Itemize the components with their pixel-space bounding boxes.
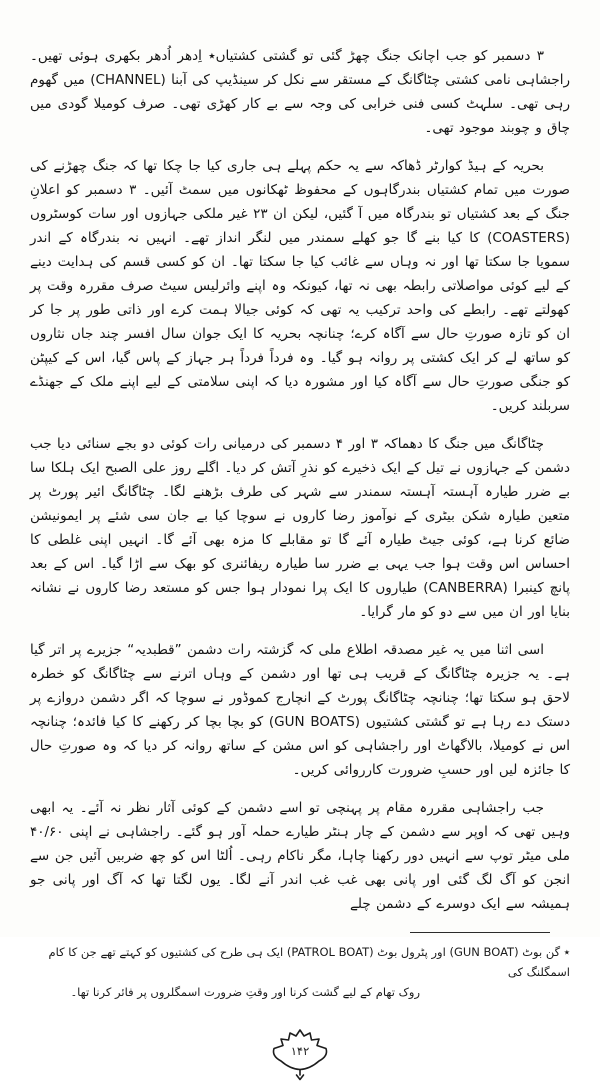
body-text [30, 44, 570, 916]
paragraph-4: اسی اثنا میں یہ غیر مصدقہ اطلاع ملی کہ گزشتہ رات دشمن ”قطبدیہ“ جزیرے پر اتر گیا ہے۔ یہ جزیرہ چٹاگانگ کے قریب ہی تھا اور دشمن کے وہاں اترنے سے چٹاگانگ کو خطرہ لاحق ہو سکتا تھا؛ چنانچہ چٹاگانگ پورٹ کے انچارج کموڈور نے سوچا کہ اگر دشمن دروازے پر دستک دے رہا ہے تو گشتی کشتیوں (GUN BOATS) کو بچا بچا کر رکھنے کا کیا فائدہ؛ چنانچہ اس نے کومیلا، بالاگھاٹ اور راجشاہی کو اس مشن کے ساتھ روانہ کر دیا کہ وہ صورتِ حال کا جائزہ لیں اور حسبِ ضرورت کارروائی کریں۔ [30, 642, 570, 778]
footnote-line-1: ٭ گن بوٹ (GUN BOAT) اور پٹرول بوٹ (PATROL BOAT) ایک ہی طرح کی کشتیوں کو کہتے تھے جن کا کام اسمگلنگ کی [48, 945, 570, 979]
paragraph-5: جب راجشاہی مقررہ مقام پر پہنچی تو اسے دشمن کے کوئی آثار نظر نہ آئے۔ یہ ابھی وہیں تھی کہ اوپر سے دشمن کے چار ہنٹر طیارے حملہ آور ہو گئے۔ راجشاہی نے اپنی ۴۰/۶۰ ملی میٹر توپ سے انہیں دور رکھنا چاہا، مگر ناکام رہی۔ اُلٹا اس کو چھ ضربیں آئیں جن سے انجن کو آگ لگ گئی اور پانی بھی غب غب اندر آنے لگا۔ یوں لگتا تھا کہ آگ اور پانی جو ہمیشہ سے ایک دوسرے کے دشمن چلے [30, 800, 570, 912]
paragraph-3: چٹاگانگ میں جنگ کا دھماکہ ۳ اور ۴ دسمبر کی درمیانی رات کوئی دو بجے سنائی دیا جب دشمن کے جہازوں نے تیل کے ایک ذخیرے کو نذرِ آتش کر دیا۔ اگلے روز علی الصبح ایک ہلکا سا بے ضرر طیارہ آہستہ آہستہ سمندر سے شہر کی طرف بڑھنے لگا۔ چٹاگانگ ائیر پورٹ پر متعین طیارہ شکن بیٹری کے نوآموز رضا کاروں نے سوچا کیا بے جان سی شئے پر ایمونیشن ضائع کرنا ہے، کوئی جیٹ طیارہ آئے گا تو مقابلے کا مزہ بھی آئے گا۔ انہیں اپنی غلطی کا احساس اس وقت ہوا جب یہی بے ضرر سا طیارہ ریفائنری کو بھک سے اڑا گیا۔ اس کے بعد پانچ کینبرا (CANBERRA) طیاروں کا ایک پرا نمودار ہوا جس کو مستعد رضا کاروں نے نشانہ بنایا اور ان میں سے دو کو مار گرایا۔ [30, 436, 570, 620]
paragraph-2: بحریہ کے ہیڈ کوارٹر ڈھاکہ سے یہ حکم پہلے ہی جاری کیا جا چکا تھا کہ جنگ چھڑنے کی صورت میں تمام کشتیاں بندرگاہوں کے محفوظ ٹھکانوں میں سمٹ آئیں۔ ۳ دسمبر کو اعلانِ جنگ کے بعد کشتیاں تو بندرگاہ میں آ گئیں، لیکن ان ۲۳ غیر ملکی جہازوں اور سات کوسٹروں (COASTERS) کا کیا بنے گا جو کھلے سمندر میں لنگر انداز تھے۔ انہیں نہ بندرگاہ کے اندر سمویا جا سکتا تھا اور نہ وہاں سے غائب کیا جا سکتا تھا۔ ان کو کسی قسم کی ہدایت دینے کے لیے کوئی مواصلاتی رابطہ بھی نہ تھا، کیونکہ وہ اپنے وائرلیس سیٹ صرف مقررہ وقت پر کھولتے تھے۔ رابطے کی واحد ترکیب یہ تھی کہ کوئی جیالا ہمت کرے اور ذاتی طور پر جا کر ان کو تازہ صورتِ حال سے آگاہ کرے؛ چنانچہ بحریہ کا ایک جوان سال افسر چند جاں نثاروں کو ساتھ لے کر ایک کشتی پر روانہ ہو گیا۔ وہ فرداً فرداً ہر جہاز کے پاس گیا، اس کے کیپٹن کو جنگی صورتِ حال سے آگاہ کیا اور مشورہ دیا کہ اپنی سلامتی کے لیے اپنے ملک کے جھنڈے سربلند کریں۔ [30, 158, 570, 414]
footnote-line-2: روک تھام کے لیے گشت کرنا اور وقتِ ضرورت اسمگلروں پر فائر کرنا تھا۔ [70, 985, 420, 999]
page-number-emblem [268, 1026, 332, 1082]
footnote-separator [410, 932, 550, 933]
page-number: ۱۴۲ [290, 1044, 310, 1058]
footnote [30, 932, 570, 1002]
paragraph-1: ۳ دسمبر کو جب اچانک جنگ چھڑ گئی تو گشتی کشتیاں٭ اِدھر اُدھر بکھری ہوئی تھیں۔ راجشاہی نامی کشتی چٹاگانگ کے مستقر سے نکل کر سینڈیپ کی آبنا (CHANNEL) میں گھوم رہی تھی۔ سلہٹ کسی فنی خرابی کی وجہ سے بے کار کھڑی تھی۔ صرف کومیلا گودی میں چاق و چوبند موجود تھی۔ [30, 48, 570, 136]
